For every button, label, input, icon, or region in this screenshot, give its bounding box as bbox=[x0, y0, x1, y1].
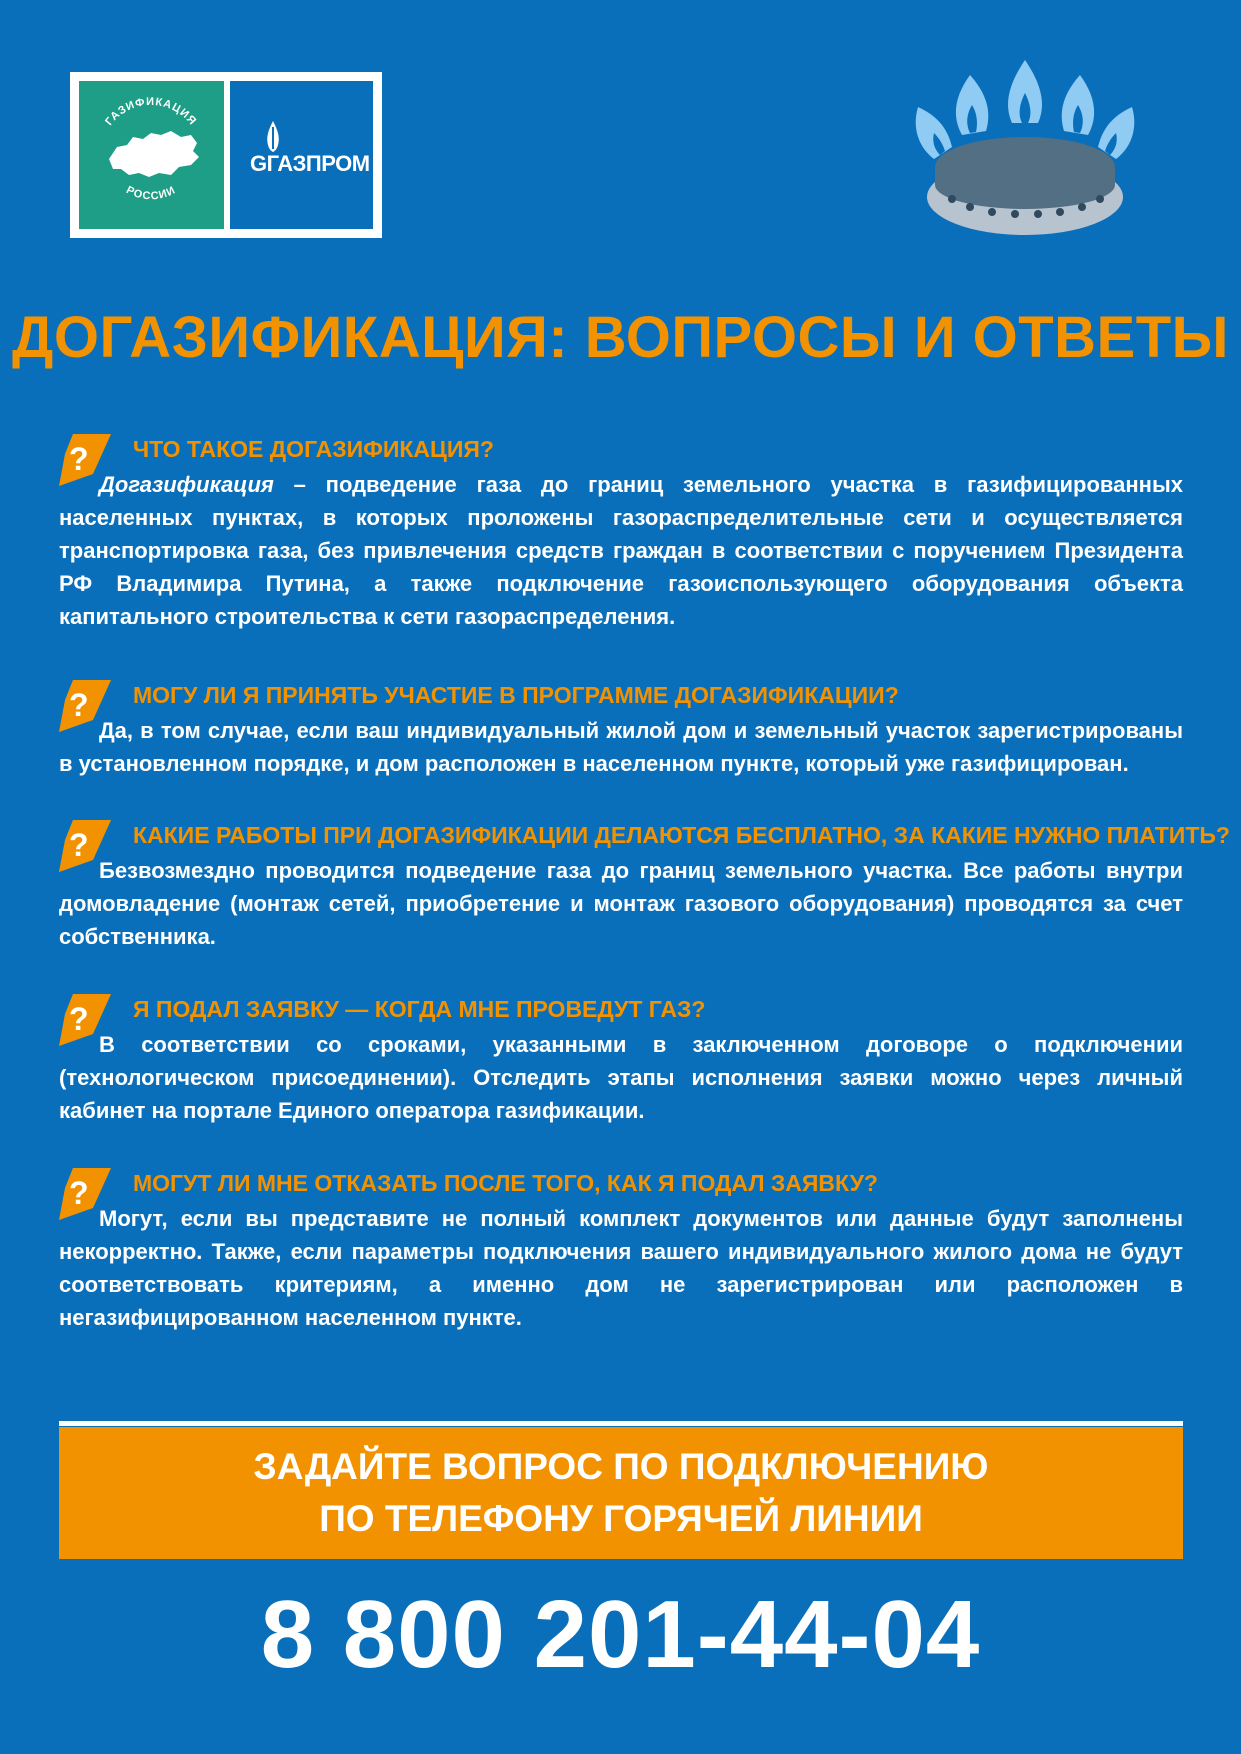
svg-text:?: ? bbox=[69, 441, 89, 477]
faq-answer-text: – подведение газа до границ земельного участка в газифицированных населенных пунктах, в которых проложены газораспределительные сети и осуществляется транспортировка газа, без привлечения средств граждан в соответствии с поручением Президента РФ Владимира Путина, а также подключение газоиспользующего оборудования объекта капитального строительства к сети газораспределения. bbox=[59, 472, 1183, 629]
gazprom-mark: G bbox=[250, 151, 267, 176]
hotline-phone-number[interactable]: 8 800 201-44-04 bbox=[260, 1581, 981, 1688]
svg-text:РОССИИ bbox=[124, 184, 178, 202]
gasification-russia-logo bbox=[79, 81, 224, 229]
svg-text:ГАЗИФИКАЦИЯ bbox=[103, 96, 199, 128]
faq-answer: Безвозмездно проводится подведение газа до границ земельного участка. Все работы внутри домовладение (монтаж сетей, приобретение и монтаж газового оборудования) проводятся за счет собственника. bbox=[59, 858, 1183, 949]
faq-question: ЧТО ТАКОЕ ДОГАЗИФИКАЦИЯ? bbox=[133, 436, 494, 462]
faq-answer: Могут, если вы представите не полный комплект документов или данные будут заполнены некорректно. Также, если параметры подключения вашего индивидуального жилого дома не будут соответствовать критериям, а именно дом не зарегистрирован или расположен в негазифицированном населенном пункте. bbox=[59, 1206, 1183, 1330]
logo-block bbox=[70, 72, 382, 238]
faq-answer bbox=[59, 468, 1183, 633]
svg-text:?: ? bbox=[69, 827, 89, 863]
gazprom-logo bbox=[230, 81, 373, 229]
logo-ring-text-top: ГАЗИФИКАЦИЯ bbox=[103, 95, 199, 128]
faq-question: КАКИЕ РАБОТЫ ПРИ ДОГАЗИФИКАЦИИ ДЕЛАЮТСЯ БЕСПЛАТНО, ЗА КАКИЕ НУЖНО ПЛАТИТЬ? bbox=[133, 822, 1230, 848]
gazprom-wordmark bbox=[250, 151, 370, 177]
logo-ring-text-bottom: РОССИИ bbox=[124, 184, 178, 203]
faq-question: Я ПОДАЛ ЗАЯВКУ — КОГДА МНЕ ПРОВЕДУТ ГАЗ? bbox=[133, 996, 706, 1022]
russia-map-icon bbox=[79, 81, 224, 229]
gas-burner-icon bbox=[900, 55, 1170, 245]
svg-text:?: ? bbox=[69, 1175, 89, 1211]
hotline-banner-line1: ЗАДАЙТЕ ВОПРОС ПО ПОДКЛЮЧЕНИЮ bbox=[253, 1446, 989, 1487]
gazprom-text: ГАЗПРОМ bbox=[266, 151, 370, 176]
hotline-banner bbox=[59, 1427, 1183, 1559]
hotline-banner-line2: ПО ТЕЛЕФОНУ ГОРЯЧЕЙ ЛИНИИ bbox=[319, 1498, 923, 1539]
cta-divider bbox=[59, 1421, 1183, 1426]
faq-answer: В соответствии со сроками, указанными в заключенном договоре о подключении (технологическом присоединении). Отследить этапы исполнения заявки можно через личный кабинет на портале Единого оператора газификации. bbox=[59, 1032, 1183, 1123]
svg-text:?: ? bbox=[69, 687, 89, 723]
faq-answer: Да, в том случае, если ваш индивидуальный жилой дом и земельный участок зарегистрированы в установленном порядке, и дом расположен в населенном пункте, который уже газифицирован. bbox=[59, 718, 1183, 776]
faq-question: МОГУТ ЛИ МНЕ ОТКАЗАТЬ ПОСЛЕ ТОГО, КАК Я ПОДАЛ ЗАЯВКУ? bbox=[133, 1170, 878, 1196]
page-title: ДОГАЗИФИКАЦИЯ: ВОПРОСЫ И ОТВЕТЫ bbox=[12, 305, 1229, 370]
svg-text:?: ? bbox=[69, 1001, 89, 1037]
faq-question: МОГУ ЛИ Я ПРИНЯТЬ УЧАСТИЕ В ПРОГРАММЕ ДОГАЗИФИКАЦИИ? bbox=[133, 682, 899, 708]
faq-answer-term: Догазификация bbox=[99, 472, 274, 497]
